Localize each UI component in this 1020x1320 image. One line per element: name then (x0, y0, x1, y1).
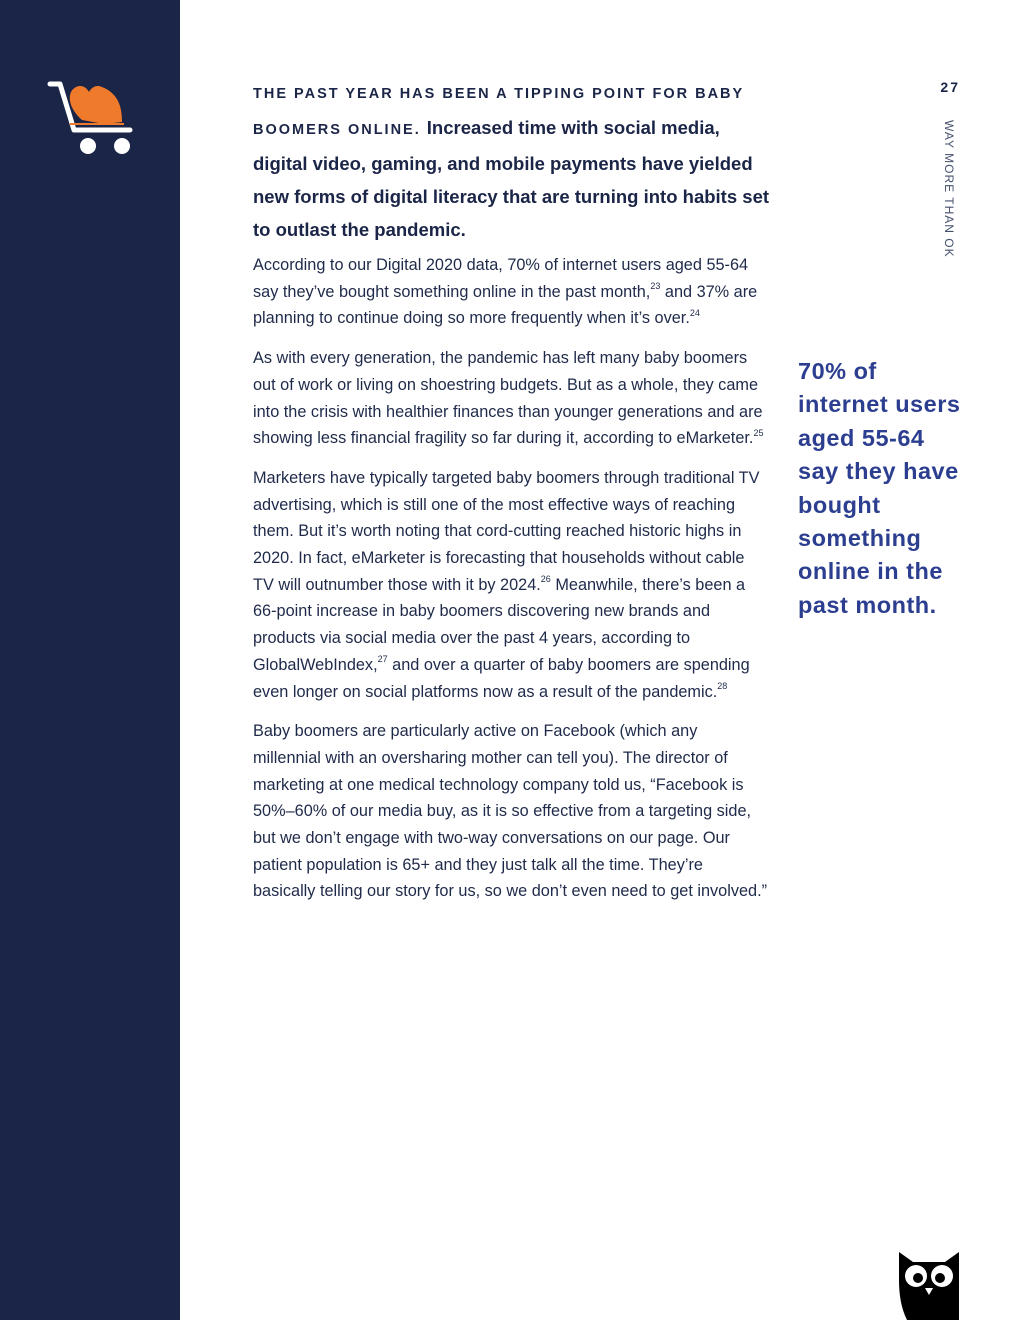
lead-paragraph (253, 75, 769, 246)
running-title: WAY MORE THAN OK (942, 120, 956, 258)
lead-text: Increased time with social media, digital video, gaming, and mobile payments have yielded new forms of digital literacy that are turning into habits set to outlast the pandemic. (253, 117, 770, 240)
footnote-ref: 24 (689, 307, 700, 318)
body-paragraph-4 (253, 718, 769, 905)
paragraph-text: Marketers have typically targeted baby boomers through traditional TV advertising, which is still one of the most effective ways of reaching them. But it’s worth noting that cord-cutting reached historic highs in 2020. In fact, eMarketer is forecasting that households without cable TV will outnumber those with it by 2024. (253, 468, 760, 594)
page-number: 27 (940, 79, 960, 95)
paragraph-text: and 37% are planning to continue doing so more frequently when it’s over. (253, 282, 758, 328)
footnote-ref: 23 (650, 281, 661, 292)
sidebar (0, 0, 180, 1320)
paragraph-text: According to our Digital 2020 data, 70% of internet users aged 55-64 say they’ve bought something online in the past month, (253, 256, 749, 301)
body-paragraph-2 (253, 345, 769, 452)
body-paragraph-3 (253, 465, 769, 705)
owl-logo-icon (897, 1250, 961, 1320)
paragraph-text: As with every generation, the pandemic has left many baby boomers out of work or living on shoestring budgets. But as a whole, they came into the crisis with healthier finances than younger generations and are showing less financial fragility so far during it, according to eMarketer. (253, 349, 763, 448)
shopping-cart-heart-icon (44, 78, 140, 158)
pull-quote: 70% of internet users aged 55-64 say they have bought something online in the past month. (798, 358, 961, 618)
footnote-ref: 25 (753, 427, 764, 438)
lead-kicker: THE PAST YEAR HAS BEEN A TIPPING POINT FOR BABY BOOMERS ONLINE. (253, 86, 744, 138)
body-paragraph-1 (253, 252, 769, 332)
paragraph-text: and over a quarter of baby boomers are spending even longer on social platforms now as a result of the pandemic. (253, 655, 750, 701)
footnote-ref: 26 (540, 574, 551, 585)
main-column (253, 75, 769, 918)
footnote-ref: 27 (377, 654, 388, 665)
paragraph-text: Meanwhile, there’s been a 66-point increase in baby boomers discovering new brands and products via social media over the past 4 years, according to GlobalWebIndex, (253, 575, 746, 674)
paragraph-text: Baby boomers are particularly active on Facebook (which any millennial with an oversharing mother can tell you). The director of marketing at one medical technology company told us, “Facebook is 50%–60% of our media buy, as it is so effective from a targeting side, but we don’t engage with two-way conversations on our page. Our patient population is 65+ and they just talk all the time. They’re basically telling our story for us, so we don’t even need to get involved.” (253, 722, 768, 901)
footnote-ref: 28 (717, 681, 728, 692)
